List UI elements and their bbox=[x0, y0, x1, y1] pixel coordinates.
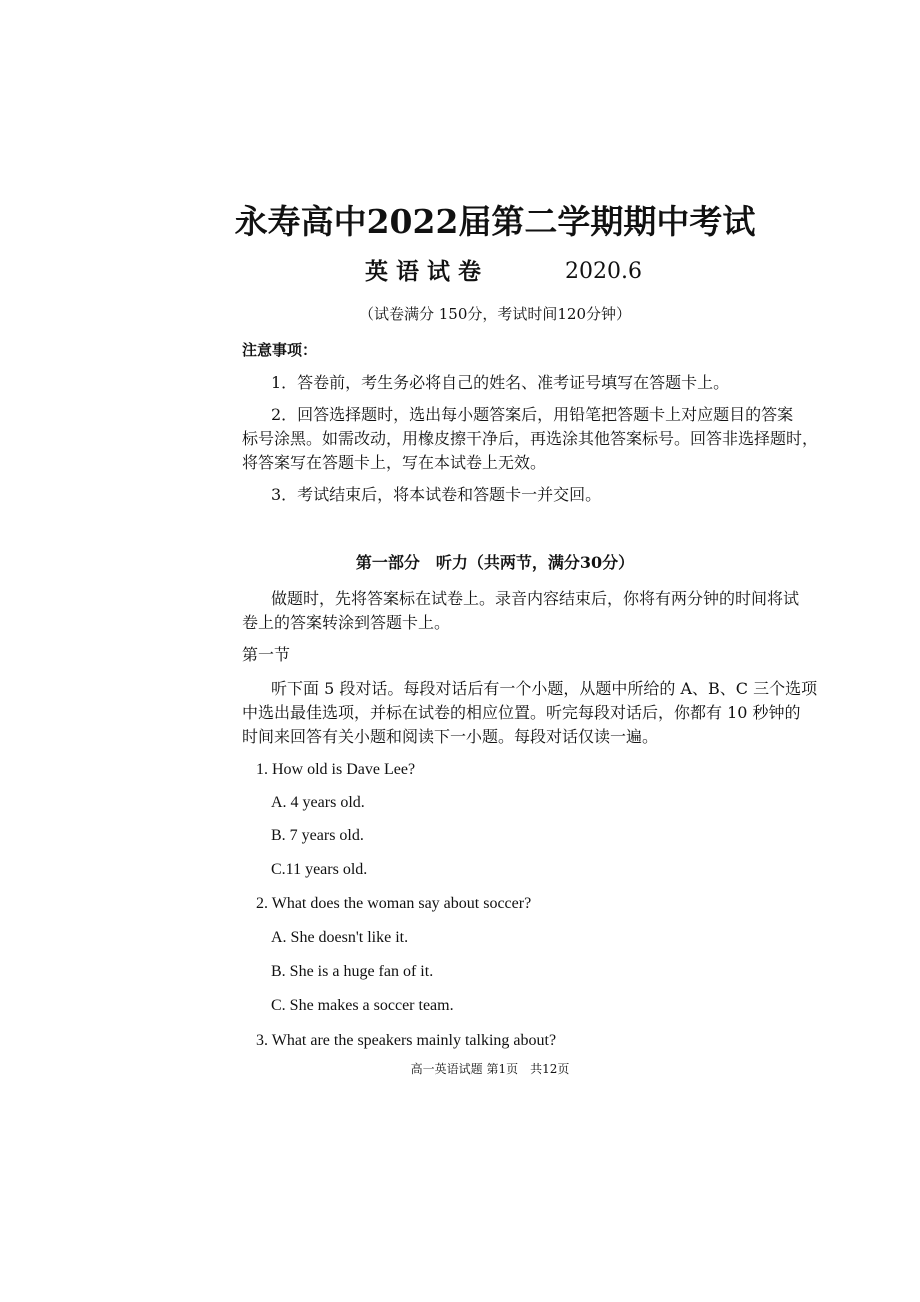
notice-item-2-line: 将答案写在答题卡上，写在本试卷上无效。 bbox=[242, 453, 547, 472]
question-2-option-a: A. She doesn't like it. bbox=[271, 929, 409, 946]
section-instructions-line: 听下面 5 段对话。每段对话后有一个小题，从题中所给的 A、B、C 三个选项 bbox=[271, 679, 818, 698]
exam-date: 2020.6 bbox=[565, 259, 642, 284]
question-1-option-a: A. 4 years old. bbox=[271, 794, 365, 811]
question-2-option-c: C. She makes a soccer team. bbox=[271, 997, 454, 1014]
exam-title: 永寿高中2022届第二学期期中考试 bbox=[234, 202, 756, 241]
question-1-option-b: B. 7 years old. bbox=[271, 827, 364, 844]
exam-subtitle: 英 语 试 卷 bbox=[365, 258, 482, 285]
part1-intro-line: 卷上的答案转涂到答题卡上。 bbox=[242, 613, 451, 632]
question-2-option-b: B. She is a huge fan of it. bbox=[271, 963, 434, 980]
page-footer: 高一英语试题 第1页 共12页 bbox=[410, 1062, 570, 1076]
section-heading: 第一节 bbox=[242, 645, 291, 664]
question-1: 1. How old is Dave Lee? bbox=[256, 761, 416, 778]
notice-item-3: 3．考试结束后，将本试卷和答题卡一并交回。 bbox=[271, 485, 602, 504]
exam-info: （试卷满分 150分，考试时间120分钟） bbox=[358, 305, 632, 323]
question-2: 2. What does the woman say about soccer? bbox=[256, 895, 532, 912]
question-1-option-c: C.11 years old. bbox=[271, 861, 368, 878]
notice-item-1: 1．答卷前，考生务必将自己的姓名、准考证号填写在答题卡上。 bbox=[271, 373, 730, 392]
part1-intro-line: 做题时，先将答案标在试卷上。录音内容结束后，你将有两分钟的时间将试 bbox=[271, 589, 800, 608]
notice-heading: 注意事项： bbox=[242, 341, 318, 359]
question-3: 3. What are the speakers mainly talking about? bbox=[256, 1032, 557, 1049]
notice-item-2-line: 标号涂黑。如需改动，用橡皮擦干净后，再选涂其他答案标号。回答非选择题时， bbox=[242, 429, 819, 448]
section-instructions-line: 中选出最佳选项，并标在试卷的相应位置。听完每段对话后，你都有 10 秒钟的 bbox=[242, 703, 801, 722]
section-instructions-line: 时间来回答有关小题和阅读下一小题。每段对话仅读一遍。 bbox=[242, 727, 659, 746]
part1-heading: 第一部分 听力（共两节，满分30分） bbox=[355, 553, 635, 572]
notice-item-2-line: 2．回答选择题时，选出每小题答案后，用铅笔把答题卡上对应题目的答案 bbox=[271, 405, 794, 424]
